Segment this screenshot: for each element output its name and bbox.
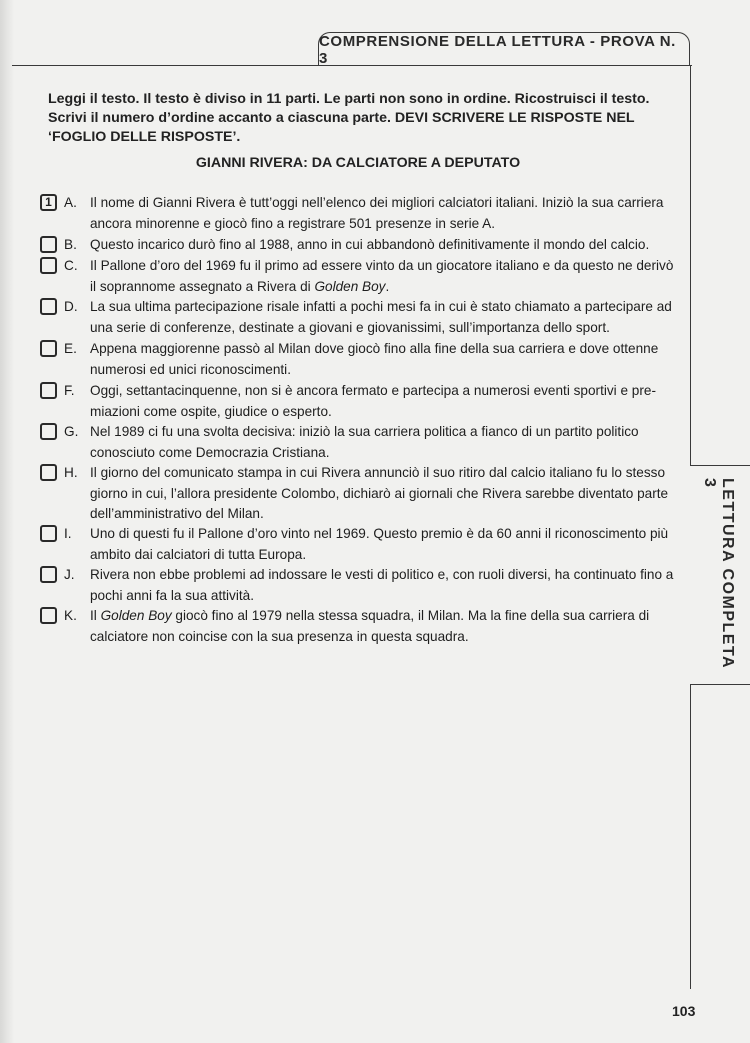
frame-right-lower-rule — [690, 684, 691, 989]
item-text: Questo incarico durò fino al 1988, anno in cui abbandonò definitivamente il mondo del calcio. — [90, 237, 650, 252]
section-header-tab — [318, 32, 690, 66]
ordering-item — [38, 606, 678, 647]
item-text: Il Golden Boy giocò fino al 1979 nella stessa squadra, il Milan. Ma la fine della sua carriera di calciatore non coincise con la sua presenza in questa squadra. — [90, 608, 650, 644]
ordering-item — [38, 524, 678, 565]
section-header-title: COMPRENSIONE DELLA LETTURA - PROVA N. 3 — [319, 32, 676, 67]
item-letter: A. — [64, 195, 77, 210]
item-letter: B. — [64, 237, 77, 252]
item-letter: K. — [64, 608, 77, 623]
answer-box[interactable] — [40, 566, 57, 583]
item-text: Il giorno del comunicato stampa in cui Rivera annunciò il suo ritiro dal calcio italiano fu lo stesso giorno in cui, l’allora presidente Colombo, dichiarò ai giornali che Rivera sarebbe diventato parte dell’amministrativo del Milan. — [90, 465, 669, 521]
item-letter: G. — [64, 424, 79, 439]
item-letter: D. — [64, 299, 78, 314]
ordering-item — [38, 297, 678, 338]
item-letter: J. — [64, 567, 75, 582]
side-tab-top-rule — [690, 465, 750, 466]
item-text: Rivera non ebbe problemi ad indossare le vesti di politico e, con ruoli diversi, ha continuato fino a pochi anni fa la sua attività. — [90, 567, 674, 603]
answer-box[interactable] — [40, 340, 57, 357]
answer-box[interactable] — [40, 525, 57, 542]
instructions-text: Leggi il testo. Il testo è diviso in 11 parti. Le parti non sono in ordine. Ricostruisci il testo. Scrivi il numero d’ordine accanto a ciascuna parte. DEVI SCRIVERE LE RISPOSTE NEL ‘FOGLIO DELLE RISPOSTE’. — [48, 91, 650, 145]
ordering-item — [38, 463, 678, 525]
answer-box[interactable] — [40, 607, 57, 624]
ordering-item — [38, 235, 678, 256]
ordering-item — [38, 565, 678, 606]
reading-title: GIANNI RIVERA: DA CALCIATORE A DEPUTATO — [195, 155, 521, 171]
answer-box[interactable] — [40, 298, 57, 315]
item-text: Nel 1989 ci fu una svolta decisiva: iniziò la sua carriera politica a fianco di un partito politico conosciuto come Democrazia Cristiana. — [90, 424, 639, 460]
item-letter: I. — [64, 526, 72, 541]
side-tab-bottom-rule — [690, 684, 750, 685]
page-edge-shadow — [0, 0, 14, 1043]
item-text: Il nome di Gianni Rivera è tutt’oggi nell’elenco dei migliori calciatori italiani. Iniziò la sua carriera ancora minorenne e giocò fino a registrare 501 presenze in serie A. — [90, 195, 664, 231]
side-tab-label: LETTURA COMPLETA 3 — [701, 478, 736, 669]
ordering-item — [38, 193, 678, 234]
ordering-item — [38, 256, 678, 297]
item-text: La sua ultima partecipazione risale infatti a pochi mesi fa in cui è stato chiamato a partecipare ad una serie di conferenze, destinate a giovani e giovanissimi, sull’importanza dello sport. — [90, 299, 672, 335]
frame-top-rule — [12, 65, 692, 66]
answer-box[interactable] — [40, 423, 57, 440]
item-letter: H. — [64, 465, 78, 480]
answer-box[interactable] — [40, 382, 57, 399]
item-text: Appena maggiorenne passò al Milan dove giocò fino alla fine della sua carriera e dove ottenne numerosi ed unici riconoscimenti. — [90, 341, 659, 377]
item-letter: C. — [64, 258, 78, 273]
answer-box[interactable] — [40, 464, 57, 481]
answer-box[interactable]: 1 — [40, 194, 57, 211]
item-letter: F. — [64, 383, 75, 398]
ordering-item — [38, 422, 678, 463]
frame-right-rule — [690, 65, 691, 465]
item-letter: E. — [64, 341, 77, 356]
page-number: 103 — [672, 1003, 696, 1019]
item-text: Oggi, settantacinquenne, non si è ancora fermato e partecipa a numerosi eventi sportivi e pre-miazioni come ospite, giudice o esperto. — [90, 383, 656, 419]
ordering-item — [38, 381, 678, 422]
answer-box[interactable] — [40, 236, 57, 253]
ordering-item — [38, 339, 678, 380]
item-text: Il Pallone d’oro del 1969 fu il primo ad essere vinto da un giocatore italiano e da questo ne derivò il soprannome assegnato a Rivera di Golden Boy. — [90, 258, 674, 294]
answer-box[interactable] — [40, 257, 57, 274]
item-text: Uno di questi fu il Pallone d’oro vinto nel 1969. Questo premio è da 60 anni il riconoscimento più ambito dai calciatori di tutta Europa. — [90, 526, 669, 562]
